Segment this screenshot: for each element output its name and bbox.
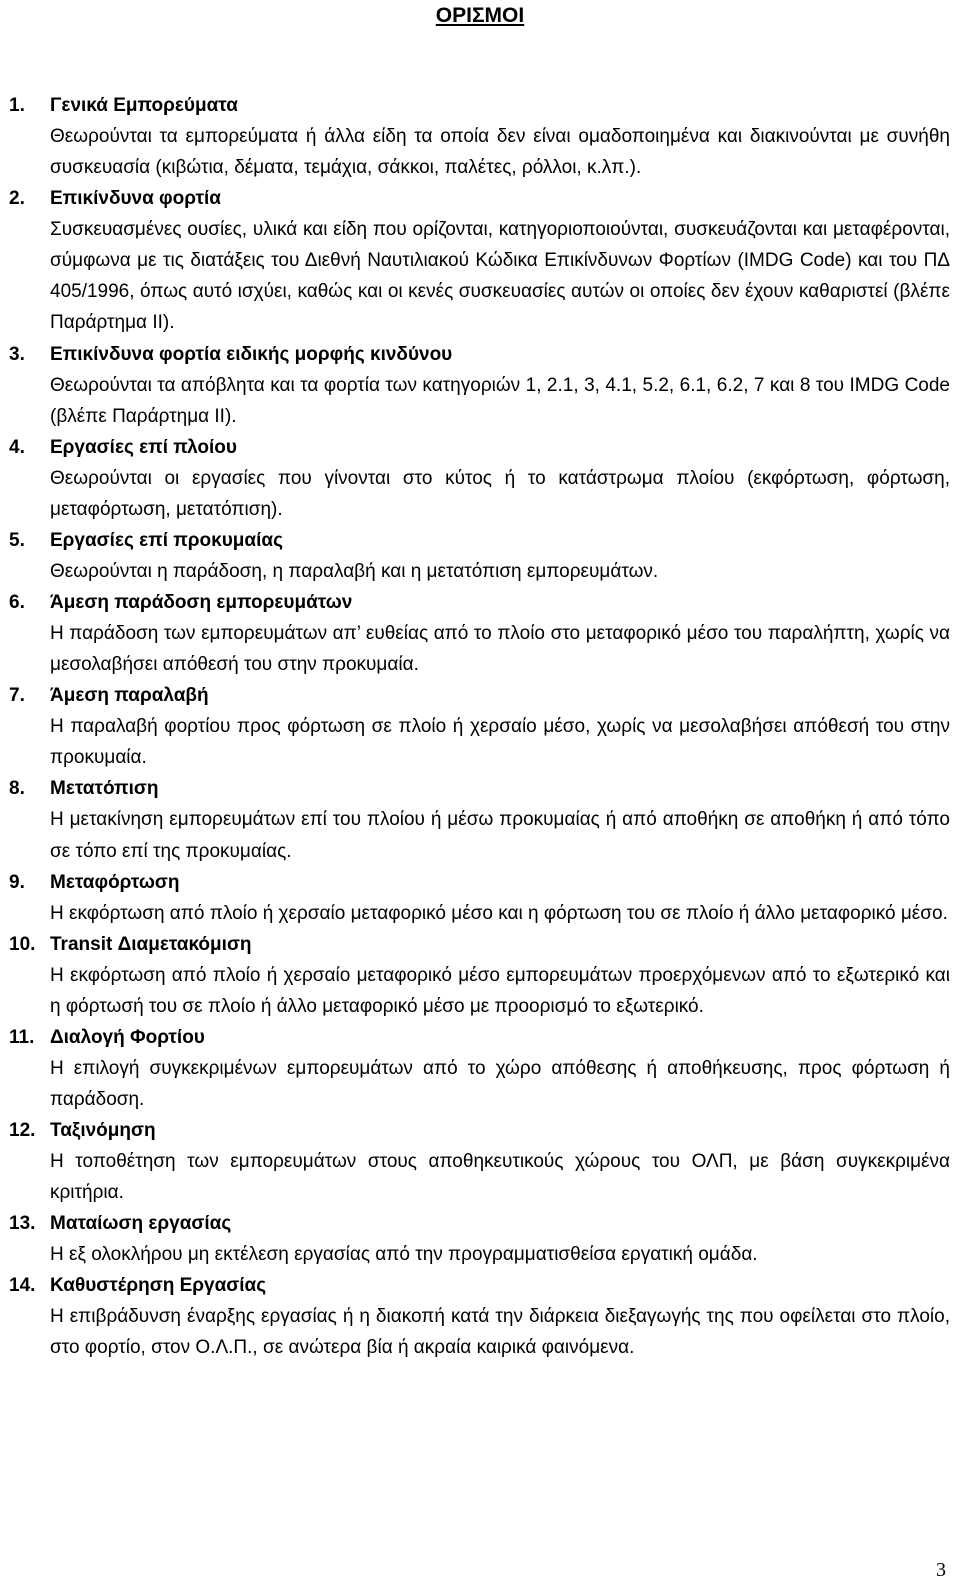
definition-item: [9, 1115, 950, 1208]
definition-item: [9, 183, 950, 338]
definition-text: Η παράδοση των εμπορευμάτων απ’ ευθείας από το πλοίο στο μεταφορικό μέσο του παραλήπτη, χωρίς να μεσολαβήσει απόθεσή του στην προκυμαία.: [50, 623, 950, 676]
definition-number: 11.: [9, 1026, 35, 1048]
definition-item: [9, 680, 950, 773]
definition-item: [9, 587, 950, 680]
page-number: 3: [936, 1559, 946, 1581]
definition-text: Θεωρούνται η παράδοση, η παραλαβή και η μετατόπιση εμπορευμάτων.: [50, 560, 659, 582]
definition-number: 9.: [9, 871, 25, 893]
definition-text: Η εκφόρτωση από πλοίο ή χερσαίο μεταφορικό μέσο εμπορευμάτων προερχόμενων από το εξωτερικό και η φόρτωσή του σε πλοίο ή άλλο μεταφορικό μέσο με προορισμό το εξωτερικό.: [50, 964, 950, 1017]
definition-text: Θεωρούνται οι εργασίες που γίνονται στο κύτος ή το κατάστρωμα πλοίου (εκφόρτωση, φόρτωση, μεταφόρτωση, μετατόπιση).: [50, 467, 950, 520]
definition-term: Μεταφόρτωση: [50, 871, 180, 893]
definition-number: 3.: [9, 343, 25, 365]
definition-number: 13.: [9, 1213, 36, 1235]
definition-term: Ταξινόμηση: [50, 1120, 156, 1142]
definition-number: 6.: [9, 592, 25, 614]
definition-number: 2.: [9, 188, 25, 210]
definition-term: Διαλογή Φορτίου: [50, 1026, 205, 1048]
definition-text: Η τοποθέτηση των εμπορευμάτων στους αποθηκευτικούς χώρους του ΟΛΠ, με βάση συγκεκριμένα κριτήρια.: [50, 1151, 950, 1204]
definition-item: [9, 432, 950, 525]
definition-number: 1.: [9, 95, 25, 116]
definition-text: Θεωρούνται τα απόβλητα και τα φορτία των κατηγοριών 1, 2.1, 3, 4.1, 5.2, 6.1, 6.2, 7 και 8 του IMDG Code (βλέπε Παράρτημα ΙΙ).: [50, 374, 950, 427]
definition-text: Η εκφόρτωση από πλοίο ή χερσαίο μεταφορικό μέσο και η φόρτωση του σε πλοίο ή άλλο μεταφορικό μέσο.: [50, 902, 948, 924]
definition-item: [9, 929, 950, 1022]
definition-item: [9, 1270, 950, 1363]
definition-text: Η επιλογή συγκεκριμένων εμπορευμάτων από το χώρο απόθεσης ή αποθήκευσης, προς φόρτωση ή παράδοση.: [50, 1057, 950, 1110]
definition-item: [9, 867, 950, 929]
definition-item: [9, 1022, 950, 1115]
definition-term: Εργασίες επί πλοίου: [50, 436, 237, 458]
definition-item: [9, 525, 950, 587]
definition-term: Καθυστέρηση Εργασίας: [50, 1275, 267, 1297]
definition-term: Άμεση παράδοση εμπορευμάτων: [50, 592, 353, 614]
definition-term: Επικίνδυνα φορτία ειδικής μορφής κινδύνου: [50, 343, 453, 365]
definition-term: Ματαίωση εργασίας: [50, 1213, 232, 1235]
definition-term: Μετατόπιση: [50, 778, 159, 800]
definition-number: 7.: [9, 685, 25, 707]
definition-number: 12.: [9, 1120, 36, 1142]
definition-term: Επικίνδυνα φορτία: [50, 188, 221, 210]
definition-item: [9, 339, 950, 432]
definition-item: [9, 90, 950, 183]
definition-number: 8.: [9, 778, 25, 800]
definition-text: Η επιβράδυνση έναρξης εργασίας ή η διακοπή κατά την διάρκεια διεξαγωγής της που οφείλεται στο πλοίο, στο φορτίο, στον Ο.Λ.Π., σε ανώτερα βία ή ακραία καιρικά φαινόμενα.: [50, 1306, 950, 1359]
definition-term: Γενικά Εμπορεύματα: [50, 95, 238, 116]
definition-number: 5.: [9, 529, 25, 551]
definition-term: Εργασίες επί προκυμαίας: [50, 529, 283, 551]
page-title: ΟΡΙΣΜΟΙ: [435, 4, 525, 27]
definitions-list: [9, 90, 950, 1364]
definition-text: Συσκευασμένες ουσίες, υλικά και είδη που ορίζονται, κατηγοριοποιούνται, συσκευάζονται και μεταφέρονται, σύμφωνα με τις διατάξεις του Διεθνή Ναυτιλιακού Κώδικα Επικίνδυνων Φορτίων (IMDG Code) και του ΠΔ 405/1996, όπως αυτό ισχύει, καθώς και οι κενές συσκευασίες αυτών οι οποίες δεν έχουν καθαριστεί (βλέπε Παράρτημα ΙΙ).: [50, 219, 950, 334]
definition-text: Η εξ ολοκλήρου μη εκτέλεση εργασίας από την προγραμματισθείσα εργατική ομάδα.: [50, 1244, 758, 1266]
definition-number: 14.: [9, 1275, 36, 1297]
definition-text: Θεωρούνται τα εμπορεύματα ή άλλα είδη τα οποία δεν είναι ομαδοποιημένα και διακινούνται με συνήθη συσκευασία (κιβώτια, δέματα, τεμάχια, σάκκοι, παλέτες, ρόλλοι, κ.λπ.).: [50, 126, 950, 179]
definition-text: Η παραλαβή φορτίου προς φόρτωση σε πλοίο ή χερσαίο μέσο, χωρίς να μεσολαβήσει απόθεσή του στην προκυμαία.: [50, 716, 950, 769]
definition-item: [9, 773, 950, 866]
definition-number: 10.: [9, 933, 36, 955]
definition-term: Transit Διαμετακόμιση: [50, 933, 252, 955]
definition-text: Η μετακίνηση εμπορευμάτων επί του πλοίου ή μέσω προκυμαίας ή από αποθήκη σε αποθήκη ή από τόπο σε τόπο επί της προκυμαίας.: [50, 809, 950, 862]
definition-term: Άμεση παραλαβή: [50, 685, 209, 707]
definition-item: [9, 1208, 950, 1270]
definition-number: 4.: [9, 436, 25, 458]
